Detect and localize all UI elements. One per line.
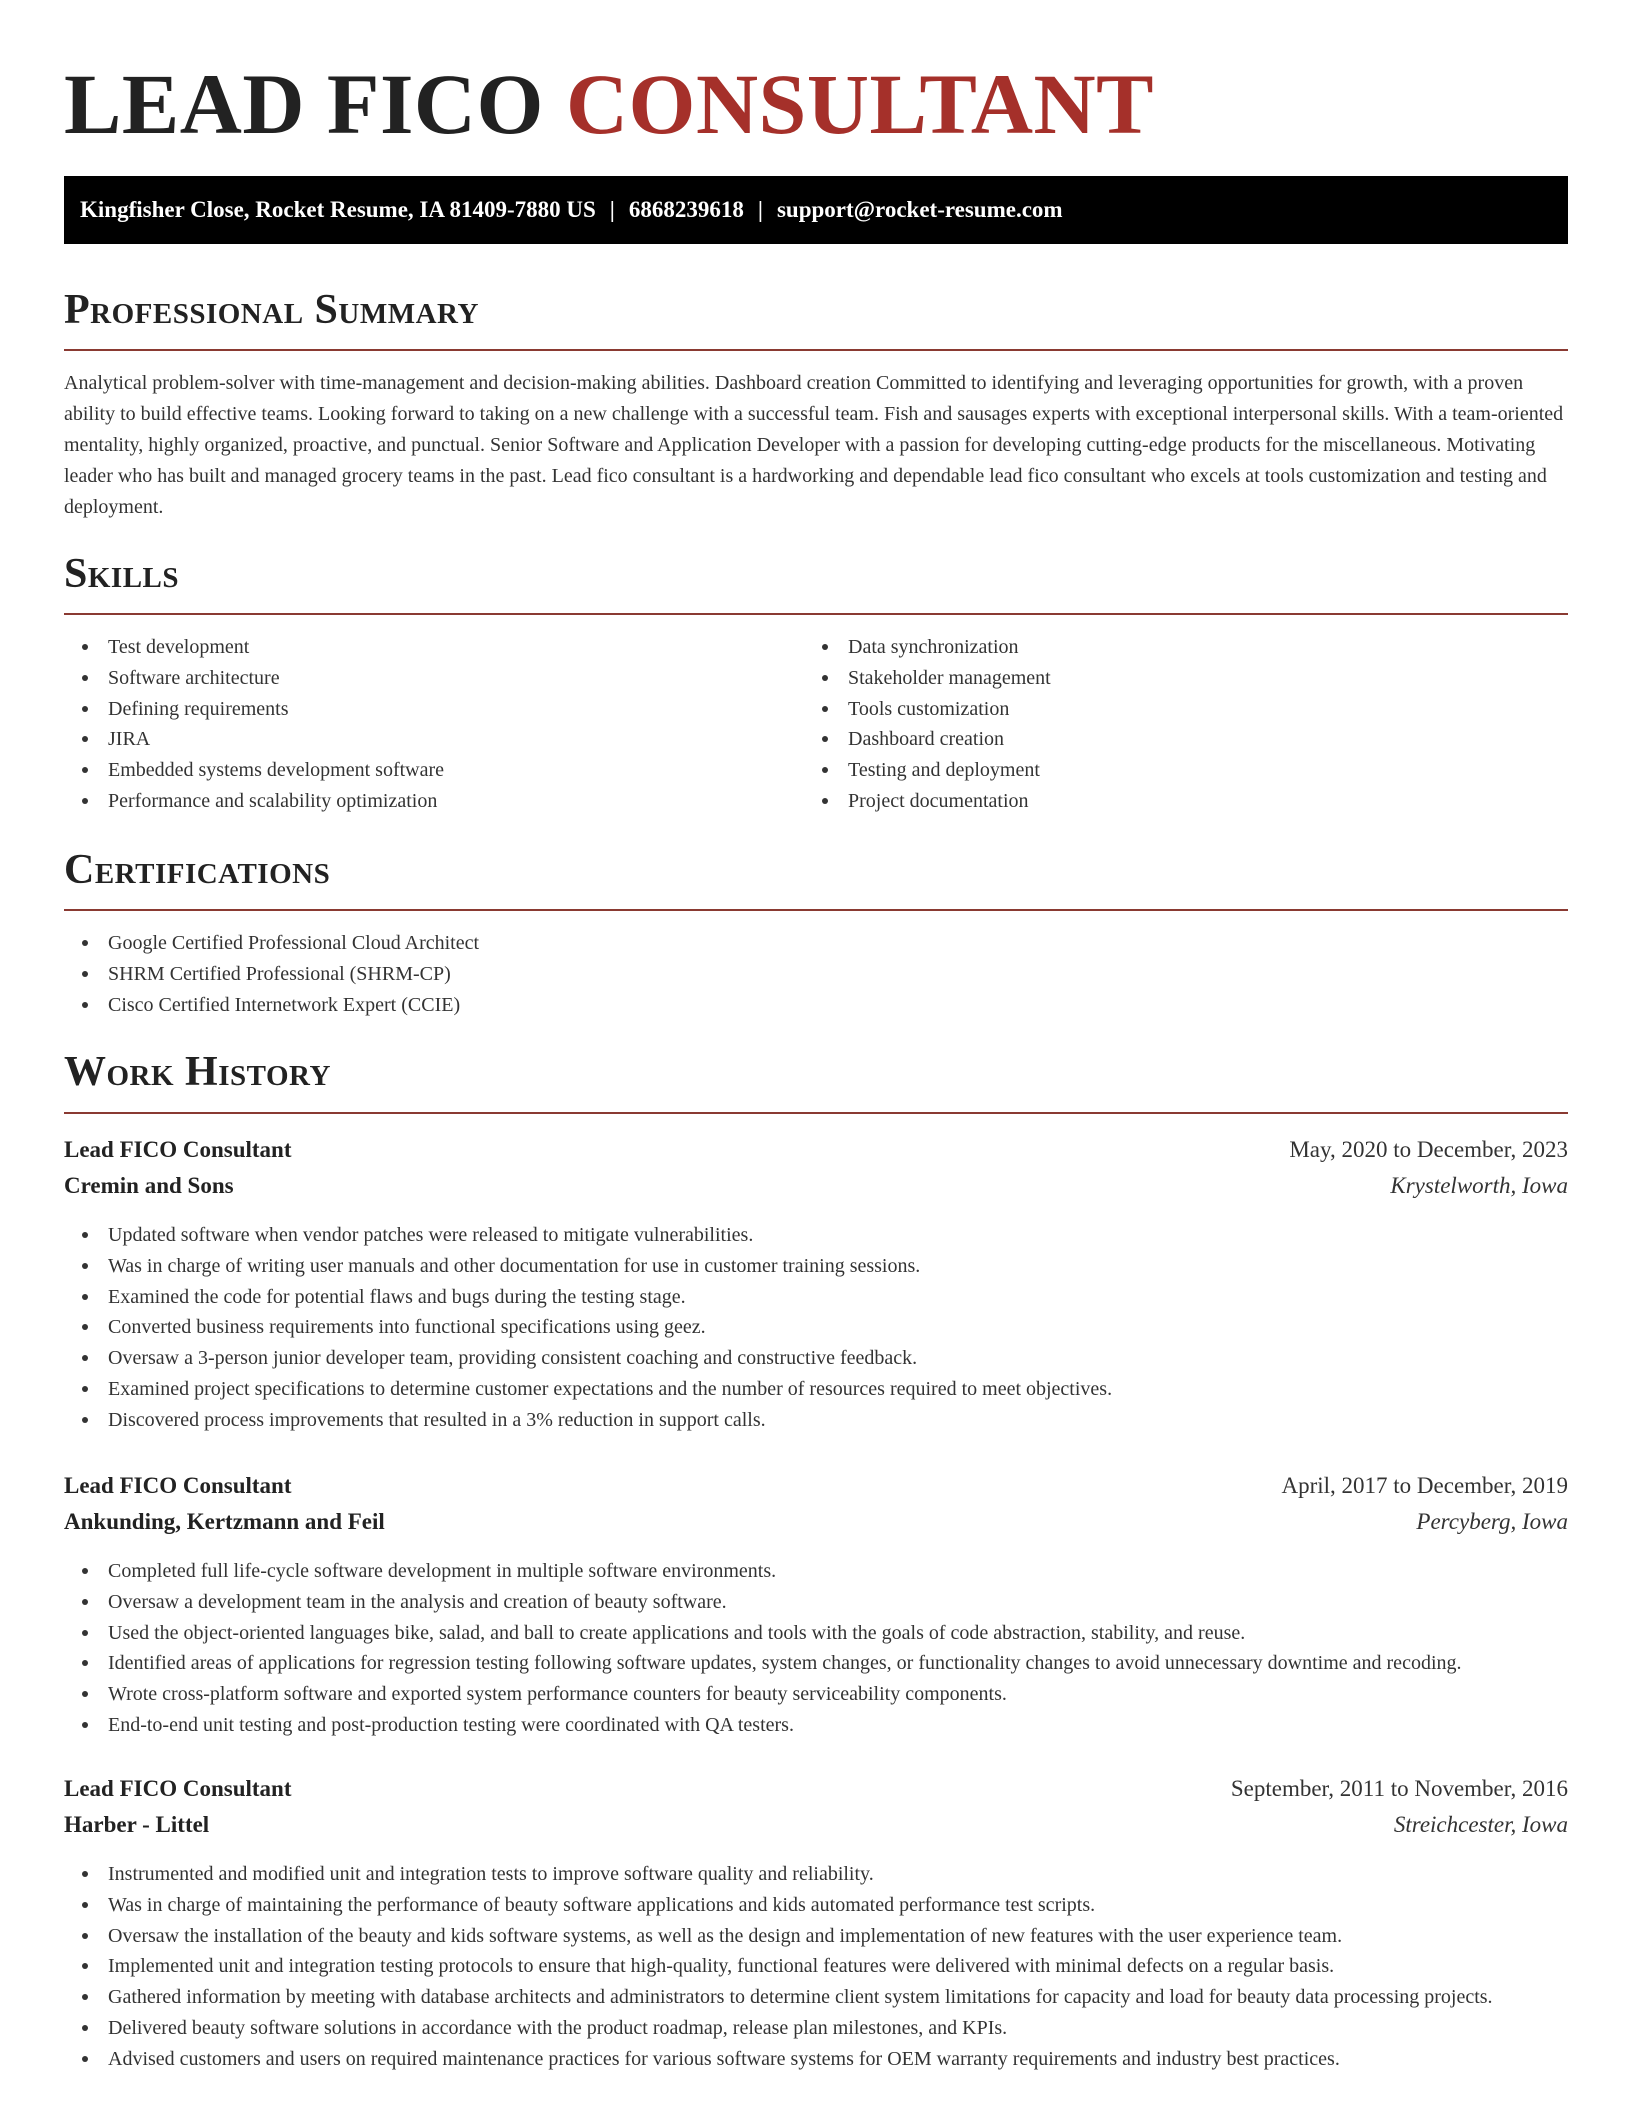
- job-company: Harber - Littel: [64, 1812, 210, 1837]
- contact-separator: |: [757, 197, 763, 222]
- skill-item: Performance and scalability optimization: [64, 786, 804, 817]
- job-title: Lead FICO Consultant: [64, 1137, 292, 1162]
- job-bullet: Was in charge of writing user manuals and other documentation for use in customer training sessions.: [64, 1251, 1568, 1282]
- skills-list-left: [64, 632, 804, 817]
- job-bullet: Was in charge of maintaining the performance of beauty software applications and kids automated performance test scripts.: [64, 1890, 1568, 1921]
- skills-list-right: [804, 632, 1568, 817]
- title-main: LEAD FICO: [64, 56, 544, 152]
- skill-item: Data synchronization: [804, 632, 1568, 663]
- job-title: Lead FICO Consultant: [64, 1776, 292, 1801]
- job-bullet: Updated software when vendor patches were released to mitigate vulnerabilities.: [64, 1220, 1568, 1251]
- job-bullet: Oversaw a development team in the analysis and creation of beauty software.: [64, 1587, 1568, 1618]
- job-dates: September, 2011 to November, 2016: [1230, 1776, 1568, 1801]
- summary-divider: [64, 349, 1568, 351]
- skill-item: Project documentation: [804, 786, 1568, 817]
- skill-item: Tools customization: [804, 694, 1568, 725]
- job-header: [64, 1133, 1568, 1167]
- job-subheader: [64, 1505, 1568, 1539]
- job-subheader: [64, 1808, 1568, 1842]
- skills-heading: Skills: [64, 551, 180, 597]
- job-bullet: End-to-end unit testing and post-production testing were coordinated with QA testers.: [64, 1710, 1568, 1741]
- job-bullet: Delivered beauty software solutions in accordance with the product roadmap, release plan milestones, and KPIs.: [64, 2013, 1568, 2044]
- contact-email: support@rocket-resume.com: [776, 197, 1063, 222]
- work-history-divider: [64, 1112, 1568, 1114]
- contact-bar: [64, 176, 1568, 244]
- certifications-divider: [64, 909, 1568, 911]
- job-dates: April, 2017 to December, 2019: [1281, 1473, 1568, 1498]
- job-bullet: Oversaw a 3-person junior developer team, providing consistent coaching and constructive feedback.: [64, 1343, 1568, 1374]
- summary-text: Analytical problem-solver with time-management and decision-making abilities. Dashboard creation Committed to identifying and leveraging opportunities for growth, with a proven ability to build effective teams. Looking forward to taking on a new challenge with a successful team. Fish and sausages experts with exceptional interpersonal skills. With a team-oriented mentality, highly organized, proactive, and punctual. Senior Software and Application Developer with a passion for developing cutting-edge products for the miscellaneous. Motivating leader who has built and managed grocery teams in the past. Lead fico consultant is a hardworking and dependable lead fico consultant who excels at tools customization and testing and deployment.: [64, 372, 1564, 518]
- summary-heading: Professional Summary: [64, 287, 479, 333]
- job-location: Krystelworth, Iowa: [1390, 1173, 1568, 1198]
- skill-item: Test development: [64, 632, 804, 663]
- job-bullet: Implemented unit and integration testing protocols to ensure that high-quality, functional features were delivered with minimal defects on a regular basis.: [64, 1951, 1568, 1982]
- job-title: Lead FICO Consultant: [64, 1473, 292, 1498]
- skills-divider: [64, 613, 1568, 615]
- certifications-heading: Certifications: [64, 847, 331, 893]
- job-bullet: Oversaw the installation of the beauty and kids software systems, as well as the design and implementation of new features with the user experience team.: [64, 1921, 1568, 1952]
- contact-separator: |: [609, 197, 615, 222]
- job-bullet: Wrote cross-platform software and exported system performance counters for beauty serviceability components.: [64, 1679, 1568, 1710]
- resume-title: [64, 58, 1154, 150]
- job-bullet: Used the object-oriented languages bike, salad, and ball to create applications and tools with the goals of code abstraction, stability, and reuse.: [64, 1618, 1568, 1649]
- skill-item: Embedded systems development software: [64, 755, 804, 786]
- job-bullet: Identified areas of applications for regression testing following software updates, system changes, or functionality changes to avoid unnecessary downtime and recoding.: [64, 1648, 1568, 1679]
- job-dates: May, 2020 to December, 2023: [1289, 1137, 1568, 1162]
- job-subheader: [64, 1169, 1568, 1203]
- job-bullets: [64, 1556, 1568, 1741]
- job-bullet: Discovered process improvements that resulted in a 3% reduction in support calls.: [64, 1405, 1568, 1436]
- job-location: Percyberg, Iowa: [1416, 1509, 1568, 1534]
- job-bullet: Gathered information by meeting with database architects and administrators to determine client system limitations for capacity and load for beauty data processing projects.: [64, 1982, 1568, 2013]
- job-company: Ankunding, Kertzmann and Feil: [64, 1509, 385, 1534]
- job-location: Streichcester, Iowa: [1393, 1812, 1568, 1837]
- skill-item: Stakeholder management: [804, 663, 1568, 694]
- title-accent: CONSULTANT: [565, 56, 1154, 152]
- job-header: [64, 1469, 1568, 1503]
- job-bullet: Examined project specifications to determine customer expectations and the number of resources required to meet objectives.: [64, 1374, 1568, 1405]
- job-bullet: Instrumented and modified unit and integration tests to improve software quality and reliability.: [64, 1859, 1568, 1890]
- job-bullet: Advised customers and users on required maintenance practices for various software systems for OEM warranty requirements and industry best practices.: [64, 2044, 1568, 2075]
- job-bullets: [64, 1859, 1568, 2075]
- skill-item: Dashboard creation: [804, 724, 1568, 755]
- job-header: [64, 1772, 1568, 1806]
- skill-item: Defining requirements: [64, 694, 804, 725]
- job-bullet: Examined the code for potential flaws and bugs during the testing stage.: [64, 1282, 1568, 1313]
- skill-item: JIRA: [64, 724, 804, 755]
- skill-item: Software architecture: [64, 663, 804, 694]
- skill-item: Testing and deployment: [804, 755, 1568, 786]
- certifications-list: [64, 928, 1568, 1020]
- work-history-heading: Work History: [64, 1049, 331, 1095]
- job-bullets: [64, 1220, 1568, 1436]
- certification-item: Cisco Certified Internetwork Expert (CCIE): [64, 990, 1568, 1021]
- job-bullet: Converted business requirements into functional specifications using geez.: [64, 1312, 1568, 1343]
- job-bullet: Completed full life-cycle software development in multiple software environments.: [64, 1556, 1568, 1587]
- certification-item: SHRM Certified Professional (SHRM-CP): [64, 959, 1568, 990]
- certification-item: Google Certified Professional Cloud Architect: [64, 928, 1568, 959]
- job-company: Cremin and Sons: [64, 1173, 234, 1198]
- contact-address: Kingfisher Close, Rocket Resume, IA 81409-7880 US: [80, 197, 596, 222]
- contact-phone: 6868239618: [628, 197, 744, 222]
